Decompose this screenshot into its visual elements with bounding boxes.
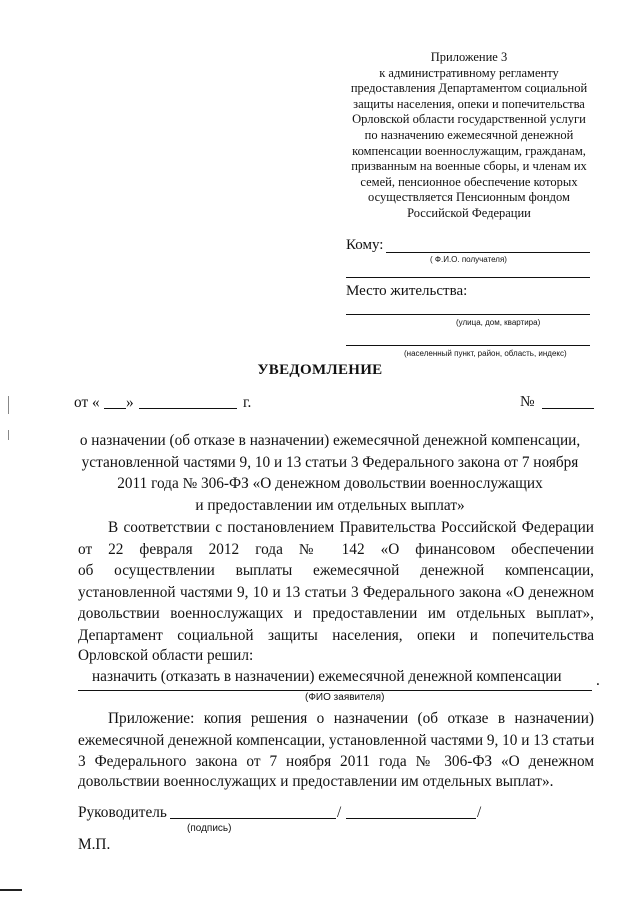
stamp-label: М.П. (78, 836, 111, 853)
signature-caption: (подпись) (187, 823, 232, 834)
signature-field[interactable] (170, 818, 336, 819)
year-label: г. (243, 394, 252, 411)
appendix-line: компенсации военнослужащим, гражданам, (352, 143, 586, 158)
residence-label: Место жительства: (346, 283, 468, 299)
date-from-label: от « (74, 394, 100, 411)
body-line: установленной частями 9, 10 и 13 статьи 3 Федерального закона «О денежном (78, 583, 594, 601)
subject-line: установленной частями 9, 10 и 13 статьи 3 Федерального закона от 7 ноября (81, 453, 579, 471)
appendix-line: Российской Федерации (407, 205, 531, 220)
applicant-caption: (ФИО заявителя) (305, 692, 385, 703)
subject-line: о назначении (об отказе в назначении) ежемесячной денежной компенсации, (79, 432, 581, 449)
decision-text: назначить (отказать в назначении) ежемесячной денежной компенсации (92, 668, 562, 685)
attachment-line: ежемесячной денежной компенсации, установленной частями 9, 10 и 13 статьи (78, 731, 595, 749)
appendix-line: по назначению ежемесячной денежной (364, 127, 574, 142)
street-caption: (улица, дом, квартира) (456, 318, 541, 327)
subject-block (60, 430, 600, 516)
locality-caption: (населенный пункт, район, область, индекс) (404, 349, 567, 358)
recipient-name-field-2[interactable] (346, 277, 590, 278)
date-close-quote: » (126, 394, 134, 411)
appendix-line: к административному регламенту (379, 65, 559, 80)
head-label: Руководитель (78, 804, 167, 821)
recipient-name-field[interactable] (386, 252, 590, 253)
body-line: от 22 февраля 2012 года № 142 «О финансовом обеспечении (78, 540, 594, 558)
appendix-line: защиты населения, опеки и попечительства (353, 96, 585, 111)
attachment-line: 3 Федерального закона от 7 ноября 2011 года № 306-ФЗ «О денежном (78, 753, 594, 771)
month-field[interactable] (139, 408, 237, 409)
appendix-line: осуществляется Пенсионным фондом (368, 190, 570, 205)
body-line: об осуществлении выплаты ежемесячной денежной компенсации, (78, 562, 594, 580)
body-line: довольствии военнослужащих и предоставлении им отдельных выплат», (78, 605, 594, 623)
signature-slash-2: / (477, 804, 482, 821)
subject-line: и предоставлении им отдельных выплат» (195, 496, 465, 514)
document-title: УВЕДОМЛЕНИЕ (257, 362, 383, 378)
number-sign: № (520, 393, 535, 410)
appendix-line: Орловской области государственной услуги (352, 112, 586, 127)
scan-mark (8, 396, 9, 414)
day-field[interactable] (104, 408, 126, 409)
appendix-line: призванным на военные сборы, и членам их (351, 159, 587, 174)
appendix-line: предоставления Департаментом социальной (350, 81, 588, 96)
signature-name-field[interactable] (346, 818, 476, 819)
appendix-line: Приложение 3 (430, 50, 508, 64)
attachment-line: довольствии военнослужащих и предоставлении им отдельных выплат». (78, 772, 554, 790)
number-field[interactable] (542, 408, 594, 409)
appendix-line: семей, пенсионное обеспечение которых (360, 174, 578, 189)
body-line: Департамент социальной защиты населения, опеки и попечительства (78, 627, 594, 644)
subject-line: 2011 года № 306-ФЗ «О денежном довольствии военнослужащих (117, 475, 543, 492)
scan-edge-mark (0, 889, 22, 891)
recipient-name-caption: ( Ф.И.О. получателя) (430, 255, 507, 264)
locality-field[interactable] (346, 345, 590, 346)
applicant-name-field[interactable] (78, 690, 592, 691)
body-line: Орловской области решил: (78, 646, 254, 664)
signature-slash: / (337, 804, 342, 821)
scan-mark (8, 430, 9, 440)
body-line: В соответствии с постановлением Правительства Российской Федерации (108, 519, 594, 536)
attachment-line: Приложение: копия решения о назначении (об отказе в назначении) (108, 710, 594, 727)
to-label: Кому: (346, 237, 384, 253)
trailing-dot: . (596, 672, 600, 689)
street-field[interactable] (346, 314, 590, 315)
appendix-header (338, 50, 600, 222)
